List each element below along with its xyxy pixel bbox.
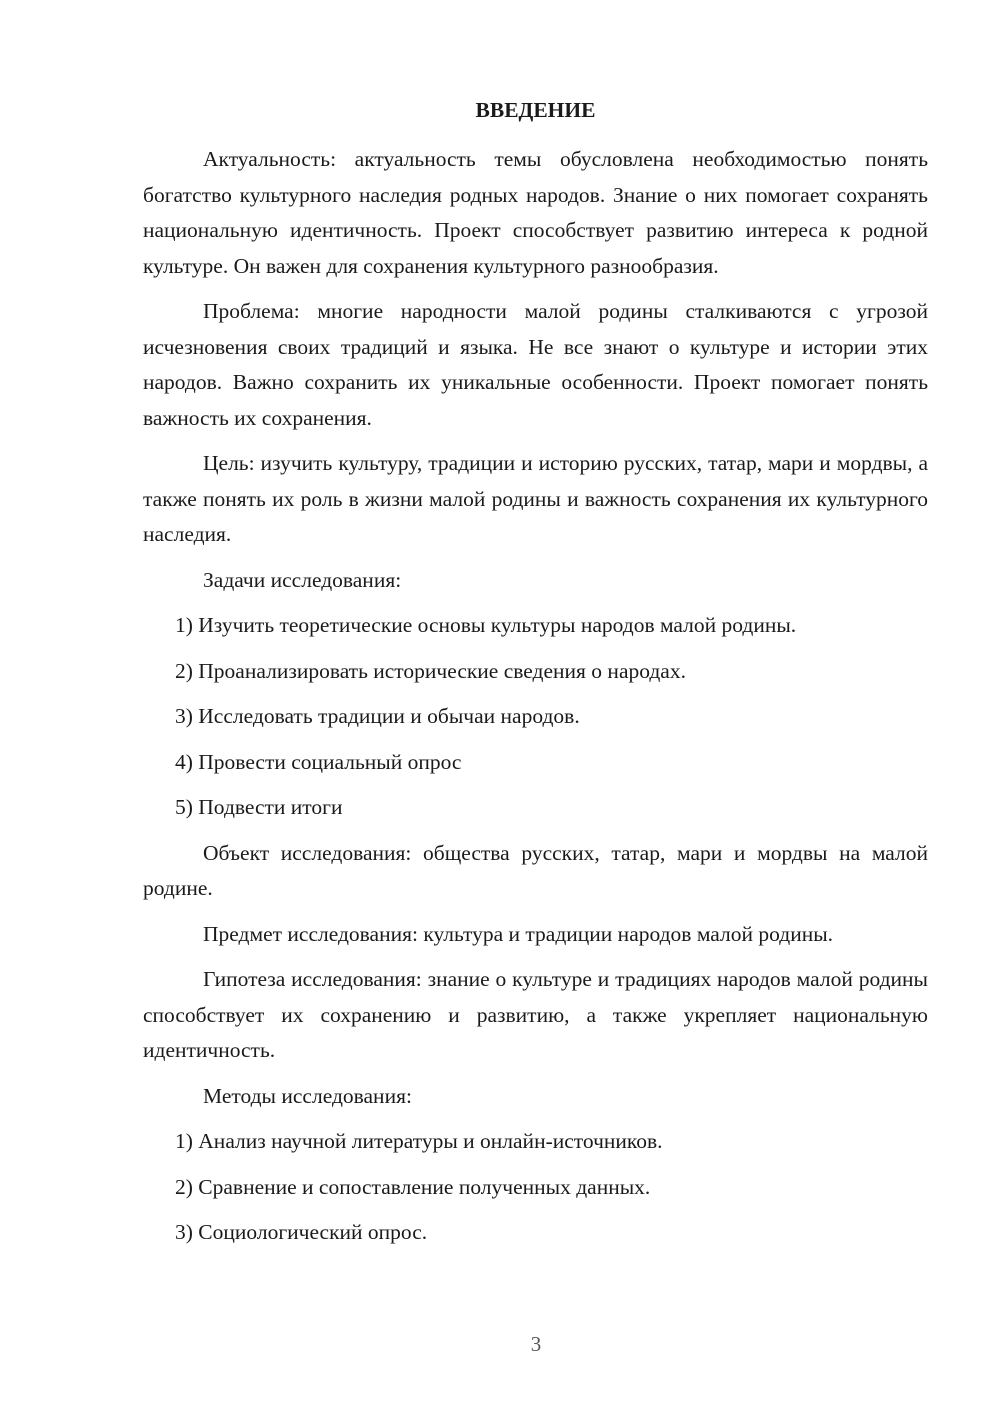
goal-paragraph: Цель: изучить культуру, традиции и историю русских, татар, мари и мордвы, а также понять их роль в жизни малой родины и важность сохранения их культурного наследия. (143, 451, 928, 546)
task-item: 3) Исследовать традиции и обычаи народов. (175, 704, 580, 728)
task-item: 2) Проанализировать исторические сведения о народах. (175, 658, 686, 683)
method-item: 3) Социологический опрос. (175, 1220, 428, 1244)
page-number: 3 (530, 1332, 542, 1356)
task-item: 5) Подвести итоги (175, 795, 343, 819)
methods-list (143, 1124, 928, 1251)
methods-label: Методы исследования: (203, 1083, 412, 1108)
section-title: ВВЕДЕНИЕ (475, 98, 596, 122)
tasks-list (143, 608, 928, 826)
task-item: 1) Изучить теоретические основы культуры народов малой родины. (175, 613, 797, 637)
task-item: 4) Провести социальный опрос (175, 749, 462, 774)
tasks-label: Задачи исследования: (203, 567, 402, 592)
relevance-paragraph: Актуальность: актуальность темы обусловлена необходимостью понять богатство культурного наследия родных народов. Знание о них помогает сохранять национальную идентичность. Проект способствует развитию интереса к родной культуре. Он важен для сохранения культурного разнообразия. (143, 147, 928, 278)
object-paragraph: Объект исследования: общества русских, татар, мари и мордвы на малой родине. (143, 840, 928, 900)
problem-paragraph: Проблема: многие народности малой родины сталкиваются с угрозой исчезновения своих традиций и языка. Не все знают о культуре и истории этих народов. Важно сохранить их уникальные особенности. Проект помогает понять важность их сохранения. (143, 299, 928, 430)
hypothesis-paragraph: Гипотеза исследования: знание о культуре и традициях народов малой родины способствует их сохранению и развитию, а также укрепляет национальную идентичность. (143, 967, 928, 1062)
method-item: 2) Сравнение и сопоставление полученных данных. (175, 1174, 651, 1199)
subject-paragraph: Предмет исследования: культура и традиции народов малой родины. (203, 921, 834, 946)
method-item: 1) Анализ научной литературы и онлайн-источников. (175, 1129, 663, 1153)
document-page (143, 92, 928, 1261)
